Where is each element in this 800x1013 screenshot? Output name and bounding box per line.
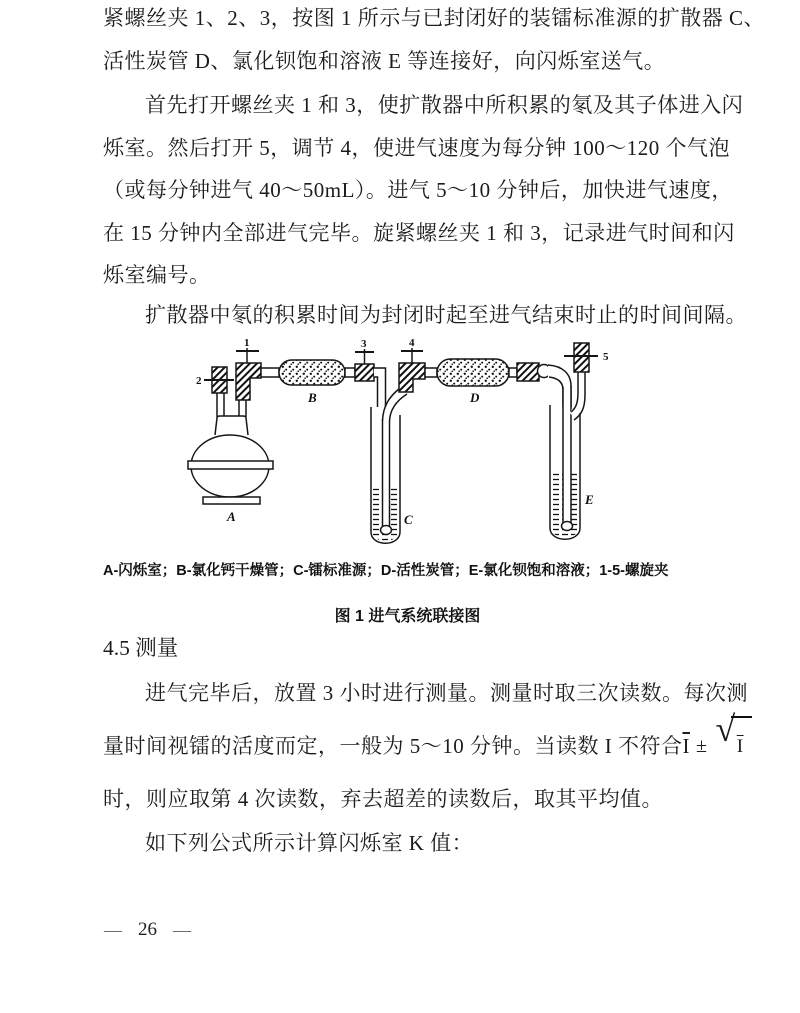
formula-mean-symbol: $\overline{I}$	[682, 734, 690, 758]
scintillation-chamber-A	[188, 393, 273, 504]
text-line: 在 15 分钟内全部进气完毕。旋紧螺丝夹 1 和 3，记录进气时间和闪	[103, 220, 735, 245]
label-C: C	[404, 512, 413, 527]
screw-clamp-2	[204, 367, 234, 393]
text-line: 如下列公式所示计算闪烁室 K 值：	[145, 831, 474, 855]
screw-clamp-4	[399, 348, 425, 392]
text-line: 活性炭管 D、氯化钡饱和溶液 E 等连接好，向闪烁室送气。	[103, 48, 666, 73]
valve-3-label: 3	[361, 338, 367, 350]
formula-mean-plusminus-sqrt	[682, 709, 752, 781]
figure-caption: A-闪烁室；B-氯化钙干燥管；C-镭标准源；D-活性炭管；E-氯化钡饱和溶液；1-5-螺旋夹	[103, 563, 669, 579]
radicand	[731, 716, 752, 781]
screw-clamp-3	[355, 349, 374, 381]
tube-connector	[517, 363, 539, 381]
text-line-with-formula	[103, 709, 744, 773]
valve-2-label: 2	[196, 375, 202, 387]
label-A: A	[227, 509, 236, 524]
square-root-expression	[715, 709, 751, 781]
section-heading: 4.5 测量	[103, 636, 179, 660]
drying-tube-B	[279, 360, 345, 385]
intake-system-diagram	[183, 337, 623, 565]
label-E: E	[585, 492, 594, 507]
text-line: 进气完毕后，放置 3 小时进行测量。测量时取三次读数。每次测	[145, 681, 748, 705]
screw-clamp-1	[236, 348, 261, 400]
pipe	[345, 368, 355, 377]
paragraph-measurement	[103, 667, 748, 826]
plus-minus-sign: ±	[696, 735, 708, 757]
text-line: 烁室编号。	[103, 263, 211, 287]
valve-5-label: 5	[603, 351, 609, 363]
text-line: 量时间视镭的活度而定，一般为 5～10 分钟。当读数 I 不符合	[103, 734, 683, 758]
page-number: 26	[138, 919, 157, 940]
label-D: D	[470, 390, 480, 405]
pipe	[261, 368, 279, 377]
page-footer	[104, 919, 191, 941]
label-B: B	[308, 390, 317, 405]
text-line: 时，则应取第 4 次读数，弃去超差的读数后，取其平均值。	[103, 787, 663, 811]
paragraph-accumulation-time	[103, 294, 747, 337]
radical-sign: √	[715, 709, 736, 749]
footer-dash: —	[173, 919, 191, 940]
text-line: 紧螺丝夹 1、2、3，按图 1 所示与已封闭好的装镭标准源的扩散器 C、	[103, 6, 766, 30]
radicand-mean-symbol: I	[736, 736, 744, 757]
text-line: 首先打开螺丝夹 1 和 3，使扩散器中所积累的氡及其子体进入闪	[145, 93, 744, 117]
paragraph-k-value	[103, 822, 712, 865]
valve-4-label: 4	[409, 337, 415, 349]
pipe-elbow	[374, 368, 386, 407]
text-line: （或每分钟进气 40～50mL）。进气 5～10 分钟后，加快进气速度，	[103, 178, 733, 202]
radium-standard-source-C	[371, 388, 407, 543]
paragraph-connection	[103, 0, 766, 82]
text-line: 烁室。然后打开 5，调节 4，使进气速度为每分钟 100～120 个气泡	[103, 135, 730, 160]
activated-carbon-tube-D	[437, 359, 509, 386]
text-line: 扩散器中氡的积累时间为封闭时起至进气结束时止的时间间隔。	[145, 303, 747, 327]
pipe	[509, 368, 517, 377]
paragraph-intake-procedure	[103, 84, 744, 297]
figure-title: 图 1 进气系统联接图	[334, 608, 481, 625]
valve-1-label: 1	[244, 337, 250, 349]
footer-dash: —	[104, 919, 122, 940]
pipe	[425, 368, 437, 377]
